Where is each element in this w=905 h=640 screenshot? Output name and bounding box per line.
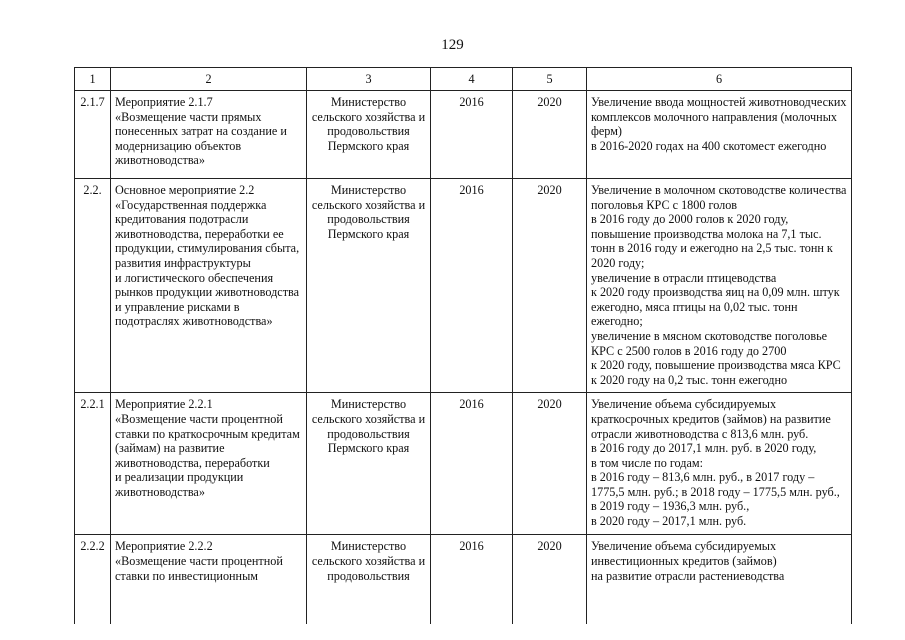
row-number: 2.1.7 (75, 91, 111, 179)
header-cell-6: 6 (587, 68, 852, 91)
row-number: 2.2. (75, 179, 111, 393)
start-year: 2016 (431, 179, 513, 393)
event-name: Мероприятие 2.1.7 «Возмещение части прямых понесенных затрат на создание и модернизацию объектов животноводства» (111, 91, 307, 179)
executor: Министерство сельского хозяйства и продовольствия Пермского края (307, 393, 431, 535)
executor: Министерство сельского хозяйства и продовольствия (307, 535, 431, 625)
table-row (75, 535, 852, 625)
start-year: 2016 (431, 535, 513, 625)
end-year: 2020 (513, 393, 587, 535)
executor: Министерство сельского хозяйства и продовольствия Пермского края (307, 179, 431, 393)
page-number: 129 (441, 37, 464, 53)
start-year: 2016 (431, 393, 513, 535)
table-row (75, 393, 852, 535)
expected-result: Увеличение ввода мощностей животноводческих комплексов молочного направления (молочных ферм) в 2016-2020 годах на 400 скотомест ежегодно (587, 91, 852, 179)
event-name: Мероприятие 2.2.1 «Возмещение части процентной ставки по краткосрочным кредитам (займам) на развитие животноводства, переработки и реализации продукции животноводства» (111, 393, 307, 535)
expected-result: Увеличение объема субсидируемых краткосрочных кредитов (займов) на развитие отрасли животноводства с 813,6 млн. руб. в 2016 году до 2017,1 млн. руб. в 2020 году, в том числе по годам: в 2016 году – 813,6 млн. руб., в 2017 году – 1775,5 млн. руб.; в 2018 году – 1775,5 млн. руб., в 2019 году – 1936,3 млн. руб., в 2020 году – 2017,1 млн. руб. (587, 393, 852, 535)
row-number: 2.2.2 (75, 535, 111, 625)
end-year: 2020 (513, 91, 587, 179)
start-year: 2016 (431, 91, 513, 179)
header-cell-5: 5 (513, 68, 587, 91)
end-year: 2020 (513, 535, 587, 625)
event-name: Мероприятие 2.2.2 «Возмещение части процентной ставки по инвестиционным (111, 535, 307, 625)
expected-result: Увеличение объема субсидируемых инвестиционных кредитов (займов) на развитие отрасли растениеводства (587, 535, 852, 625)
table-row (75, 91, 852, 179)
header-cell-4: 4 (431, 68, 513, 91)
header-cell-2: 2 (111, 68, 307, 91)
end-year: 2020 (513, 179, 587, 393)
program-table (74, 67, 852, 624)
expected-result: Увеличение в молочном скотоводстве количества поголовья КРС с 1800 голов в 2016 году до 2000 голов к 2020 году, повышение производства молока на 7,1 тыс. тонн в 2016 году и ежегодно на 2,5 тыс. тонн к 2020 году; увеличение в отрасли птицеводства к 2020 году производства яиц на 0,09 млн. штук ежегодно, мяса птицы на 0,02 тыс. тонн ежегодно; увеличение в мясном скотоводстве поголовье КРС с 2500 голов в 2016 году до 2700 к 2020 году, повышение производства мяса КРС к 2020 году на 0,2 тыс. тонн ежегодно (587, 179, 852, 393)
header-cell-3: 3 (307, 68, 431, 91)
header-cell-1: 1 (75, 68, 111, 91)
event-name: Основное мероприятие 2.2 «Государственная поддержка кредитования подотрасли животноводства, переработки ее продукции, стимулирования сбыта, развития инфраструктуры и логистического обеспечения рынков продукции животноводства и управление рисками в подотраслях животноводства» (111, 179, 307, 393)
row-number: 2.2.1 (75, 393, 111, 535)
executor: Министерство сельского хозяйства и продовольствия Пермского края (307, 91, 431, 179)
header-row (75, 68, 852, 91)
table-row (75, 179, 852, 393)
